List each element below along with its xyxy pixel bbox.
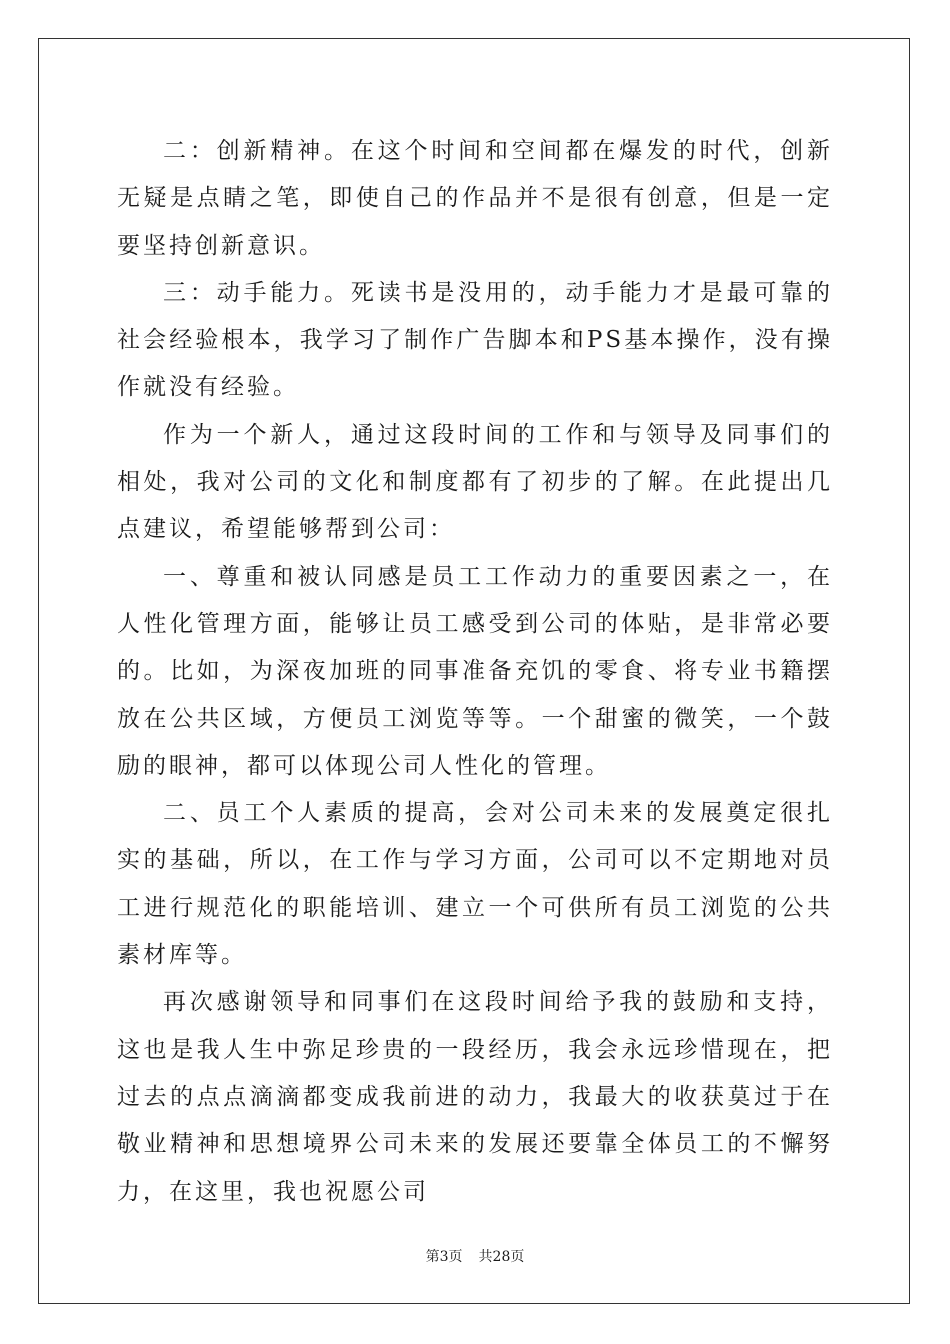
paragraph: 三：动手能力。死读书是没用的，动手能力才是最可靠的社会经验根本，我学习了制作广告脚本和PS基本操作，没有操作就没有经验。	[117, 279, 833, 401]
paragraph: 二：创新精神。在这个时间和空间都在爆发的时代，创新无疑是点睛之笔，即使自己的作品并不是很有创意，但是一定要坚持创新意识。	[117, 138, 833, 259]
paragraph: 再次感谢领导和同事们在这段时间给予我的鼓励和支持，这也是我人生中弥足珍贵的一段经历，我会永远珍惜现在，把过去的点点滴滴都变成我前进的动力，我最大的收获莫过于在敬业精神和思想境界公司未来的发展还要靠全体员工的不懈努力，在这里，我也祝愿公司	[117, 989, 833, 1205]
page-footer	[0, 1246, 950, 1266]
paragraph: 作为一个新人，通过这段时间的工作和与领导及同事们的相处，我对公司的文化和制度都有了初步的了解。在此提出几点建议，希望能够帮到公司：	[117, 421, 833, 543]
document-body	[117, 128, 833, 1216]
paragraph: 二、员工个人素质的提高，会对公司未来的发展奠定很扎实的基础，所以，在工作与学习方面，公司可以不定期地对员工进行规范化的职能培训、建立一个可供所有员工浏览的公共素材库等。	[117, 800, 833, 969]
page-number: 第3页	[425, 1249, 463, 1265]
total-pages: 共28页	[478, 1249, 525, 1265]
paragraph: 一、尊重和被认同感是员工工作动力的重要因素之一，在人性化管理方面，能够让员工感受到公司的体贴，是非常必要的。比如，为深夜加班的同事准备充饥的零食、将专业书籍摆放在公共区域，方便员工浏览等等。一个甜蜜的微笑，一个鼓励的眼神，都可以体现公司人性化的管理。	[117, 563, 833, 779]
